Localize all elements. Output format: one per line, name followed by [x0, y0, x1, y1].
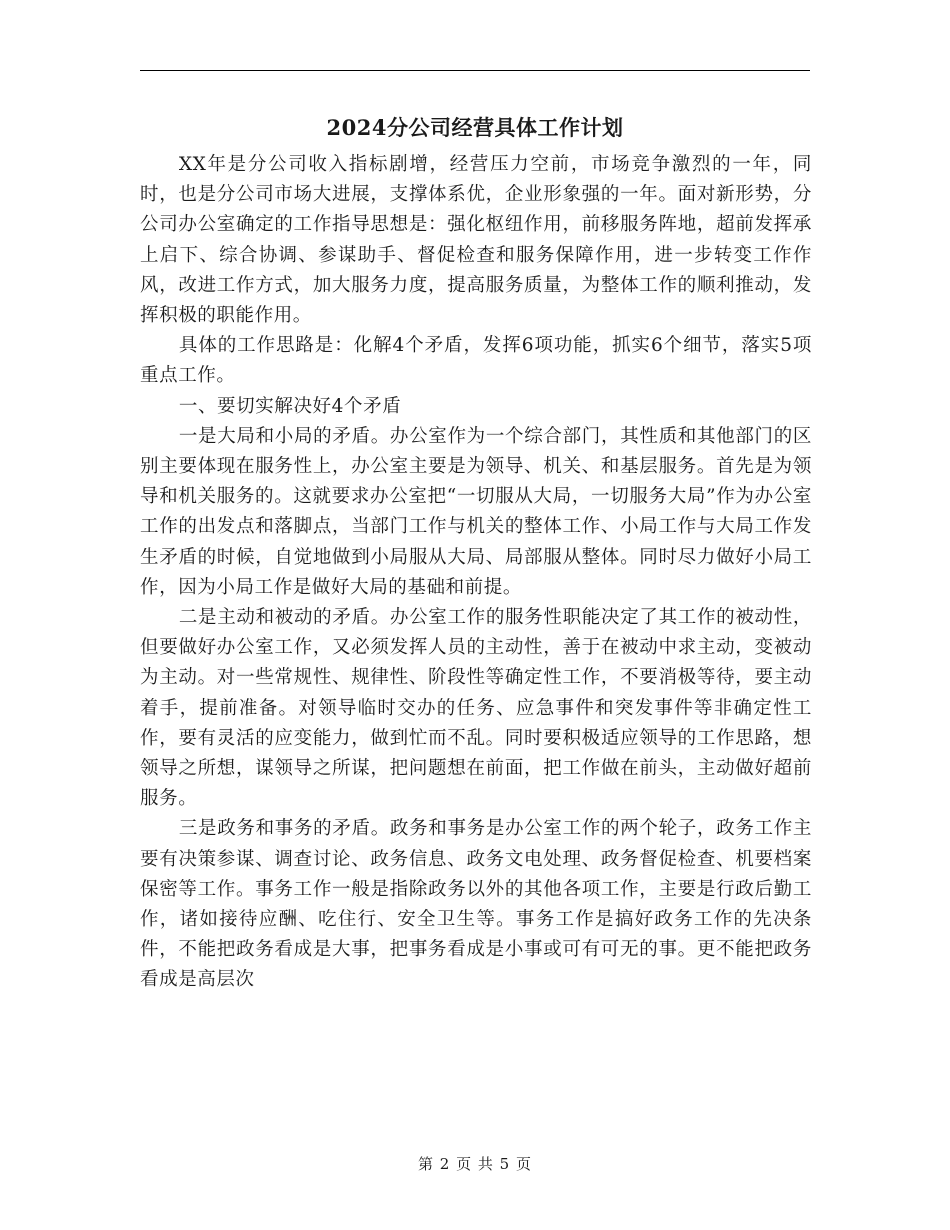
section-heading-contradictions: 一、要切实解决好4个矛盾 — [178, 395, 402, 417]
paragraph-contradiction-2: 二是主动和被动的矛盾。办公室工作的服务性职能决定了其工作的被动性，但要做好办公室工作，又必须发挥人员的主动性，善于在被动中求主动，变被动为主动。对一些常规性、规律性、阶段性等确定性工作，不要消极等待，要主动着手，提前准备。对领导临时交办的任务、应急事件和突发事件等非确定性工作，要有灵活的应变能力，做到忙而不乱。同时要积极适应领导的工作思路，想领导之所想，谋领导之所谋，把问题想在前面，把工作做在前头，主动做好超前服务。 — [140, 607, 812, 810]
paragraph-contradiction-3: 三是政务和事务的矛盾。政务和事务是办公室工作的两个轮子，政务工作主要有决策参谋、调查讨论、政务信息、政务文电处理、政务督促检查、机要档案保密等工作。事务工作一般是指除政务以外的其他各项工作，主要是行政后勤工作，诸如接待应酬、吃住行、安全卫生等。事务工作是搞好政务工作的先决条件，不能把政务看成是大事，把事务看成是小事或可有可无的事。更不能把政务看成是高层次 — [140, 818, 812, 991]
paragraph-contradiction-1: 一是大局和小局的矛盾。办公室作为一个综合部门，其性质和其他部门的区别主要体现在服务性上，办公室主要是为领导、机关、和基层服务。首先是为领导和机关服务的。这就要求办公室把“一切服从大局，一切服务大局”作为办公室工作的出发点和落脚点，当部门工作与机关的整体工作、小局工作与大局工作发生矛盾的时候，自觉地做到小局服从大局、局部服从整体。同时尽力做好小局工作，因为小局工作是做好大局的基础和前提。 — [140, 425, 812, 598]
document-title: 2024分公司经营具体工作计划 — [326, 115, 624, 140]
paragraph-intro: XX年是分公司收入指标剧增，经营压力空前，市场竞争激烈的一年，同时，也是分公司市场大进展，支撑体系优，企业形象强的一年。面对新形势，分公司办公室确定的工作指导思想是：强化枢纽作用，前移服务阵地，超前发挥承上启下、综合协调、参谋助手、督促检查和服务保障作用，进一步转变工作作风，改进工作方式，加大服务力度，提高服务质量，为整体工作的顺利推动，发挥积极的职能作用。 — [140, 154, 812, 327]
header-rule — [140, 70, 810, 71]
document-body — [140, 150, 812, 996]
paragraph-work-approach: 具体的工作思路是：化解4个矛盾，发挥6项功能，抓实6个细节，落实5项重点工作。 — [140, 335, 812, 387]
page-number: 第 2 页 共 5 页 — [418, 1155, 532, 1173]
